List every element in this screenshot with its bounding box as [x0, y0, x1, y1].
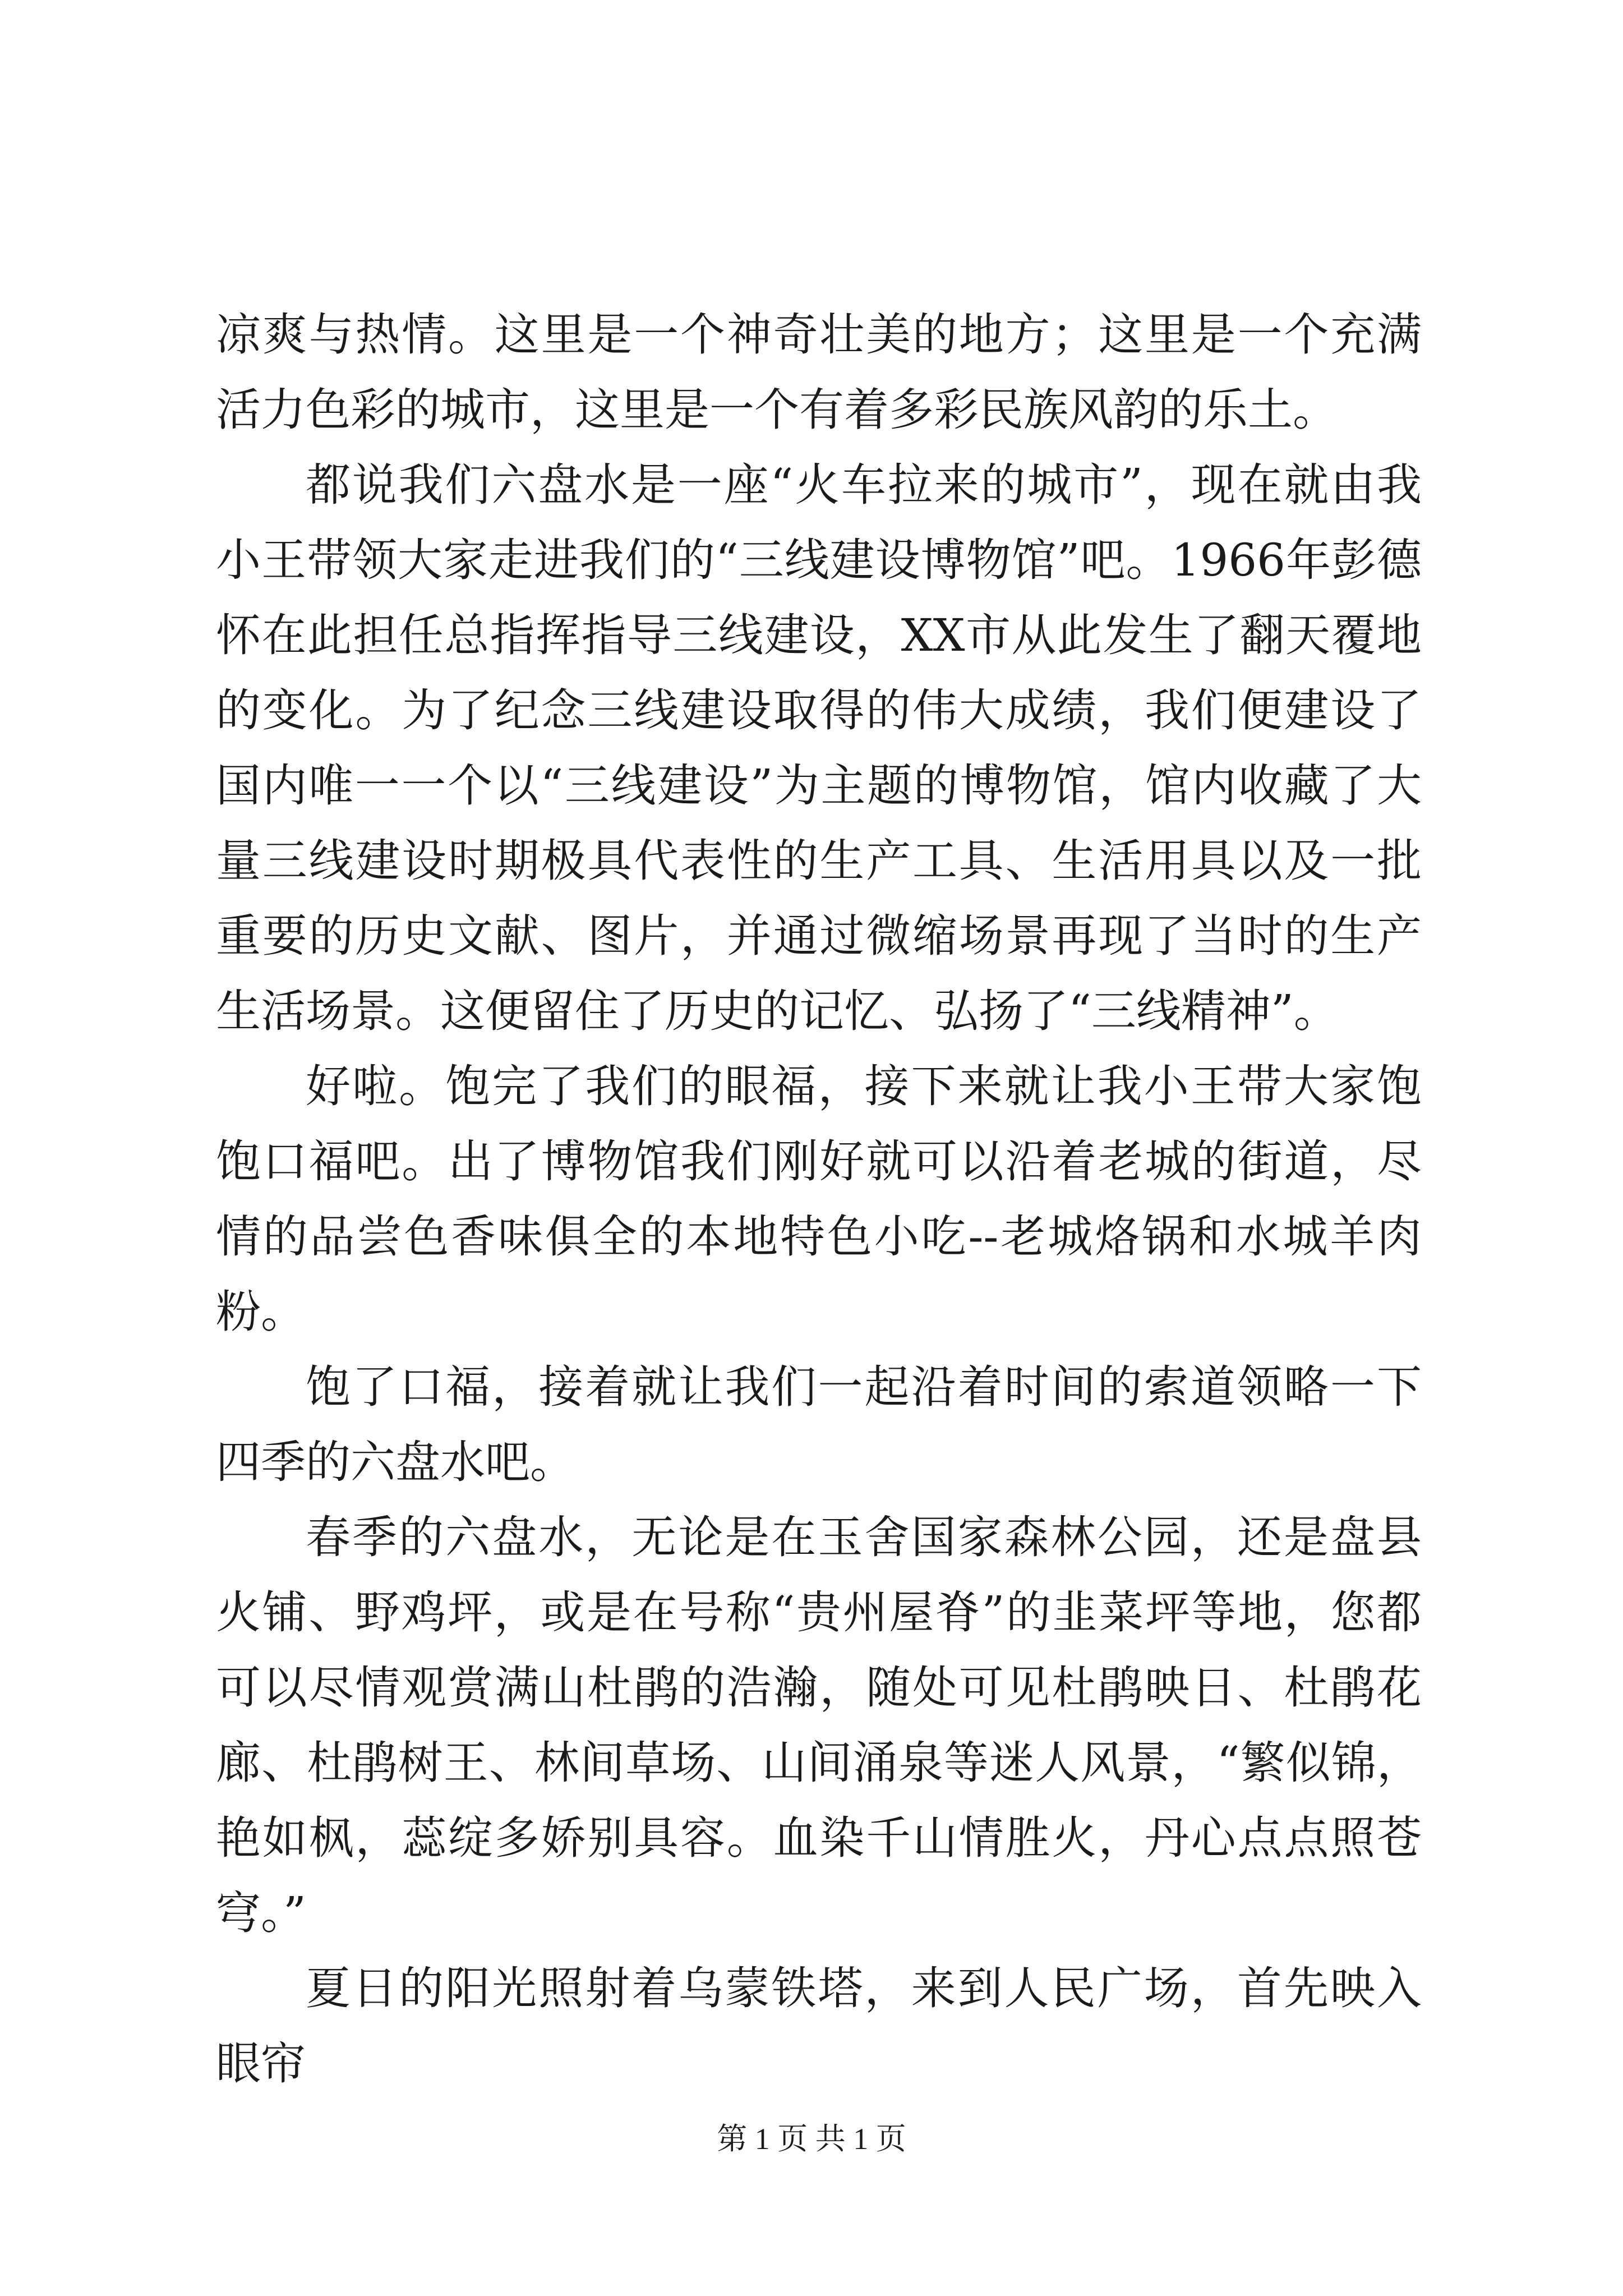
paragraph-2: 都说我们六盘水是一座“火车拉来的城市”，现在就由我小王带领大家走进我们的“三线建设博物馆”吧。1966年彭德怀在此担任总指挥指导三线建设，XX市从此发生了翻天覆地的变化。为了纪念三线建设取得的伟大成绩，我们便建设了国内唯一一个以“三线建设”为主题的博物馆，馆内收藏了大量三线建设时期极具代表性的生产工具、生活用具以及一批重要的历史文献、图片，并通过微缩场景再现了当时的生产生活场景。这便留住了历史的记忆、弘扬了“三线精神”。: [216, 459, 1422, 1037]
paragraph-6: 夏日的阳光照射着乌蒙铁塔，来到人民广场，首先映入眼帘: [216, 1962, 1422, 2090]
paragraph-5: 春季的六盘水，无论是在玉舍国家森林公园，还是盘县火铺、野鸡坪，或是在号称“贵州屋脊”的韭菜坪等地，您都可以尽情观赏满山杜鹃的浩瀚，随处可见杜鹃映日、杜鹃花廊、杜鹃树王、林间草场、山间涌泉等迷人风景，“繁似锦，艳如枫，蕊绽多娇别具容。血染千山情胜火，丹心点点照苍穹。”: [216, 1511, 1422, 1939]
page-footer: 第 1 页 共 1 页: [717, 2122, 906, 2156]
paragraph-1: 凉爽与热情。这里是一个神奇壮美的地方；这里是一个充满活力色彩的城市，这里是一个有着多彩民族风韵的乐土。: [216, 309, 1422, 436]
paragraph-3: 好啦。饱完了我们的眼福，接下来就让我小王带大家饱饱口福吧。出了博物馆我们刚好就可以沿着老城的街道，尽情的品尝色香味俱全的本地特色小吃--老城烙锅和水城羊肉粉。: [216, 1060, 1422, 1338]
document-body: [216, 297, 1422, 2101]
paragraph-4: 饱了口福，接着就让我们一起沿着时间的索道领略一下四季的六盘水吧。: [216, 1361, 1422, 1488]
